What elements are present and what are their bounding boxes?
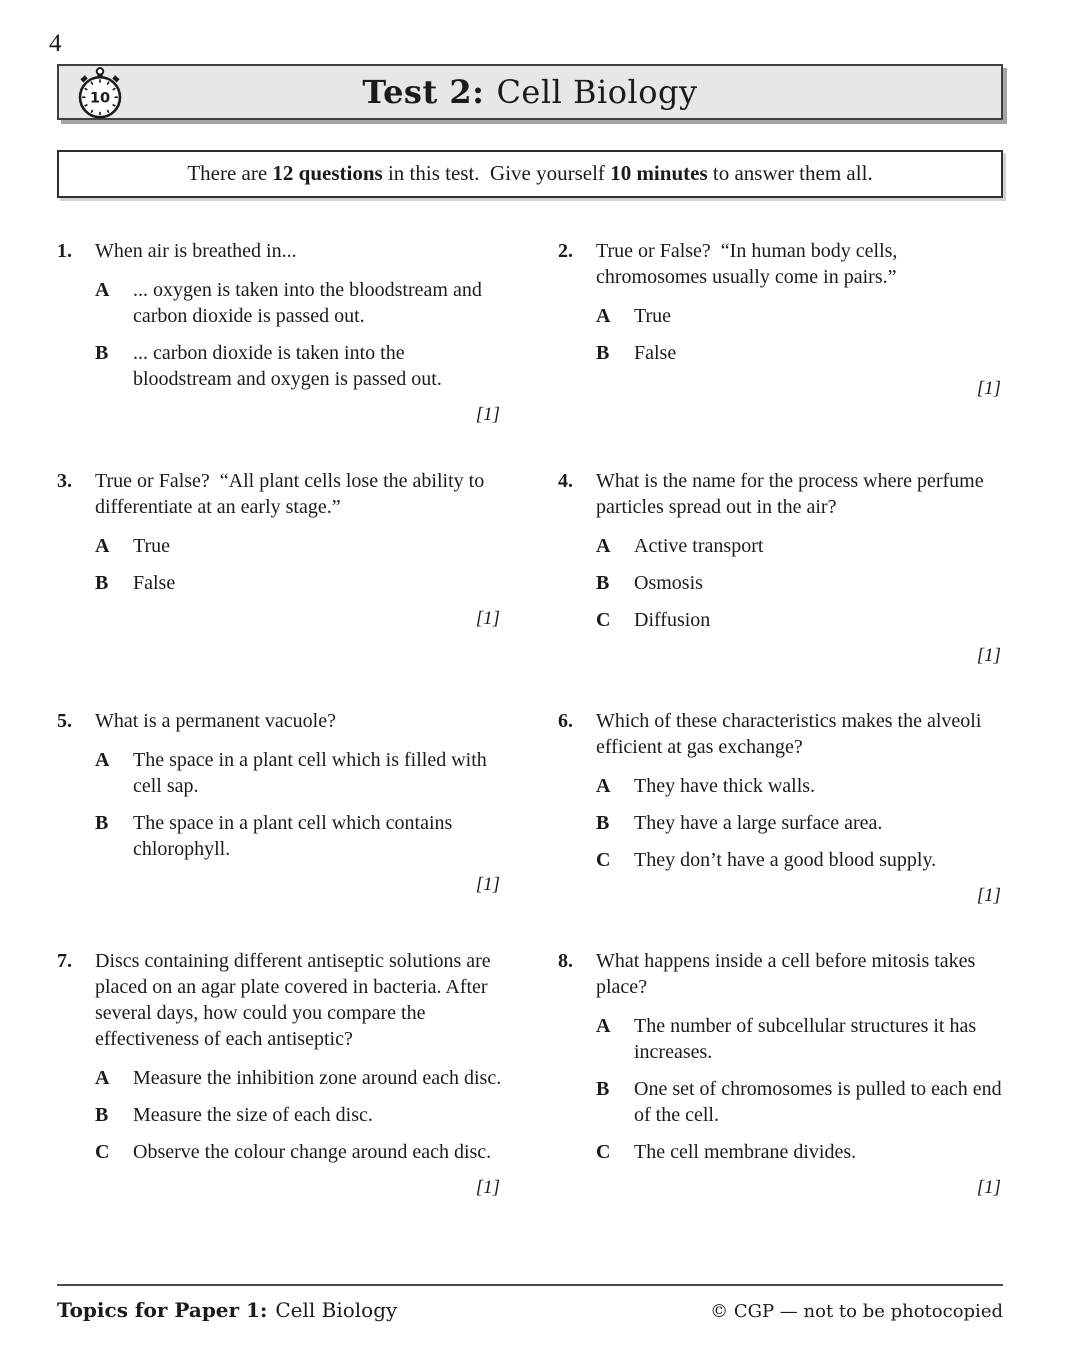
option-letter: B (95, 812, 109, 834)
option-letter: C (596, 609, 611, 631)
stopwatch-minutes: 10 (89, 89, 111, 107)
question-body (95, 948, 502, 1201)
option-letter: B (596, 342, 610, 364)
options-list (596, 533, 1003, 633)
options-list (596, 303, 1003, 366)
questions-grid (57, 238, 1003, 1201)
question-text: When air is breathed in... (95, 240, 297, 262)
option-letter: A (95, 1067, 110, 1089)
option-letter: A (596, 535, 611, 557)
option-text: ... carbon dioxide is taken into the bloodstream and oxygen is passed out. (133, 342, 442, 390)
marks-badge: [1] (976, 885, 1001, 906)
test-title-banner (57, 64, 1003, 120)
question-body (596, 948, 1003, 1201)
question (57, 708, 502, 948)
answer-option (95, 570, 502, 596)
question-text: True or False? “In human body cells, chromosomes usually come in pairs.” (596, 240, 898, 288)
option-text: The space in a plant cell which is filled with cell sap. (133, 749, 487, 797)
question-body (95, 238, 502, 428)
option-letter: C (95, 1141, 110, 1163)
question (558, 708, 1003, 948)
options-list (95, 1065, 502, 1165)
instructions-text-2: in this test. Give yourself (382, 161, 611, 185)
option-letter: B (95, 1104, 109, 1126)
answer-option (596, 773, 1003, 799)
answer-option (95, 340, 502, 392)
option-letter: A (95, 535, 110, 557)
option-text: The cell membrane divides. (634, 1141, 857, 1163)
answer-option (95, 533, 502, 559)
option-text: One set of chromosomes is pulled to each end of the cell. (634, 1078, 1002, 1126)
footer (57, 1284, 1003, 1322)
answer-option (596, 533, 1003, 559)
option-text: Measure the size of each disc. (133, 1104, 373, 1126)
option-text: Active transport (634, 535, 764, 557)
marks-badge: [1] (475, 874, 500, 895)
option-text: True (634, 305, 672, 327)
question-text: What is the name for the process where perfume particles spread out in the air? (596, 470, 984, 518)
marks-badge: [1] (976, 1177, 1001, 1198)
question-number: 5. (57, 710, 72, 732)
option-letter: B (596, 572, 610, 594)
instructions-time-limit: 10 minutes (610, 161, 708, 185)
question-number: 2. (558, 240, 573, 262)
question-text: Discs containing different antiseptic solutions are placed on an agar plate covered in bacteria. After several days, how could you compare the effectiveness of each antiseptic? (95, 950, 491, 1050)
options-list (95, 533, 502, 596)
answer-option (596, 810, 1003, 836)
answer-option (596, 570, 1003, 596)
option-letter: B (596, 812, 610, 834)
answer-option (596, 303, 1003, 329)
option-letter: A (596, 305, 611, 327)
instructions-text-1: There are (187, 161, 273, 185)
answer-option (596, 607, 1003, 633)
question (558, 948, 1003, 1201)
option-letter: B (95, 572, 109, 594)
option-letter: B (95, 342, 109, 364)
answer-option (95, 277, 502, 329)
option-text: False (133, 572, 176, 594)
question-number: 8. (558, 950, 573, 972)
answer-option (95, 1139, 502, 1165)
marks-badge: [1] (475, 1177, 500, 1198)
question-number: 4. (558, 470, 573, 492)
question-text: True or False? “All plant cells lose the ability to differentiate at an early stage.” (95, 470, 485, 518)
option-letter: A (95, 279, 110, 301)
question-body (95, 468, 502, 632)
option-text: Osmosis (634, 572, 703, 594)
marks-badge: [1] (475, 608, 500, 629)
option-text: Diffusion (634, 609, 711, 631)
question-number: 6. (558, 710, 573, 732)
options-list (95, 277, 502, 392)
answer-option (596, 1139, 1003, 1165)
option-letter: A (596, 775, 611, 797)
option-text: ... oxygen is taken into the bloodstream and carbon dioxide is passed out. (133, 279, 482, 327)
question (57, 238, 502, 468)
page-title (362, 73, 697, 111)
instructions-box (57, 150, 1003, 198)
question-body (596, 238, 1003, 402)
option-text: They have a large surface area. (634, 812, 883, 834)
footer-topic-label (57, 1298, 397, 1322)
question-number: 7. (57, 950, 72, 972)
question-body (95, 708, 502, 898)
marks-badge: [1] (976, 378, 1001, 399)
question-text: Which of these characteristics makes the alveoli efficient at gas exchange? (596, 710, 982, 758)
page-number: 4 (49, 30, 62, 57)
stopwatch-icon (75, 67, 125, 126)
page-title-topic: Cell Biology (496, 73, 698, 111)
answer-option (95, 1102, 502, 1128)
option-text: They don’t have a good blood supply. (634, 849, 937, 871)
question (57, 468, 502, 708)
option-text: They have thick walls. (634, 775, 816, 797)
footer-divider (57, 1284, 1003, 1286)
answer-option (596, 1013, 1003, 1065)
answer-option (95, 1065, 502, 1091)
question-text: What is a permanent vacuole? (95, 710, 336, 732)
option-text: The space in a plant cell which contains chlorophyll. (133, 812, 453, 860)
options-list (596, 773, 1003, 873)
instructions-question-count: 12 questions (272, 161, 383, 185)
marks-badge: [1] (976, 645, 1001, 666)
option-text: False (634, 342, 677, 364)
option-letter: A (596, 1015, 611, 1037)
options-list (95, 747, 502, 862)
page-title-test-number: Test 2: (362, 73, 485, 111)
options-list (596, 1013, 1003, 1165)
option-text: Observe the colour change around each disc. (133, 1141, 492, 1163)
question-number: 3. (57, 470, 72, 492)
footer-topic-bold: Topics for Paper 1: (57, 1298, 268, 1322)
footer-topic-rest: Cell Biology (275, 1298, 398, 1322)
question (558, 238, 1003, 468)
question (57, 948, 502, 1201)
marks-badge: [1] (475, 404, 500, 425)
question-number: 1. (57, 240, 72, 262)
question-body (596, 708, 1003, 909)
option-text: Measure the inhibition zone around each disc. (133, 1067, 502, 1089)
option-text: The number of subcellular structures it has increases. (634, 1015, 977, 1063)
option-letter: A (95, 749, 110, 771)
option-letter: C (596, 1141, 611, 1163)
question-body (596, 468, 1003, 669)
option-letter: C (596, 849, 611, 871)
answer-option (596, 847, 1003, 873)
answer-option (95, 810, 502, 862)
answer-option (596, 1076, 1003, 1128)
option-letter: B (596, 1078, 610, 1100)
answer-option (95, 747, 502, 799)
question-text: What happens inside a cell before mitosis takes place? (596, 950, 976, 998)
instructions-text-3: to answer them all. (707, 161, 873, 185)
question (558, 468, 1003, 708)
option-text: True (133, 535, 171, 557)
answer-option (596, 340, 1003, 366)
footer-copyright: © CGP — not to be photocopied (710, 1301, 1003, 1322)
